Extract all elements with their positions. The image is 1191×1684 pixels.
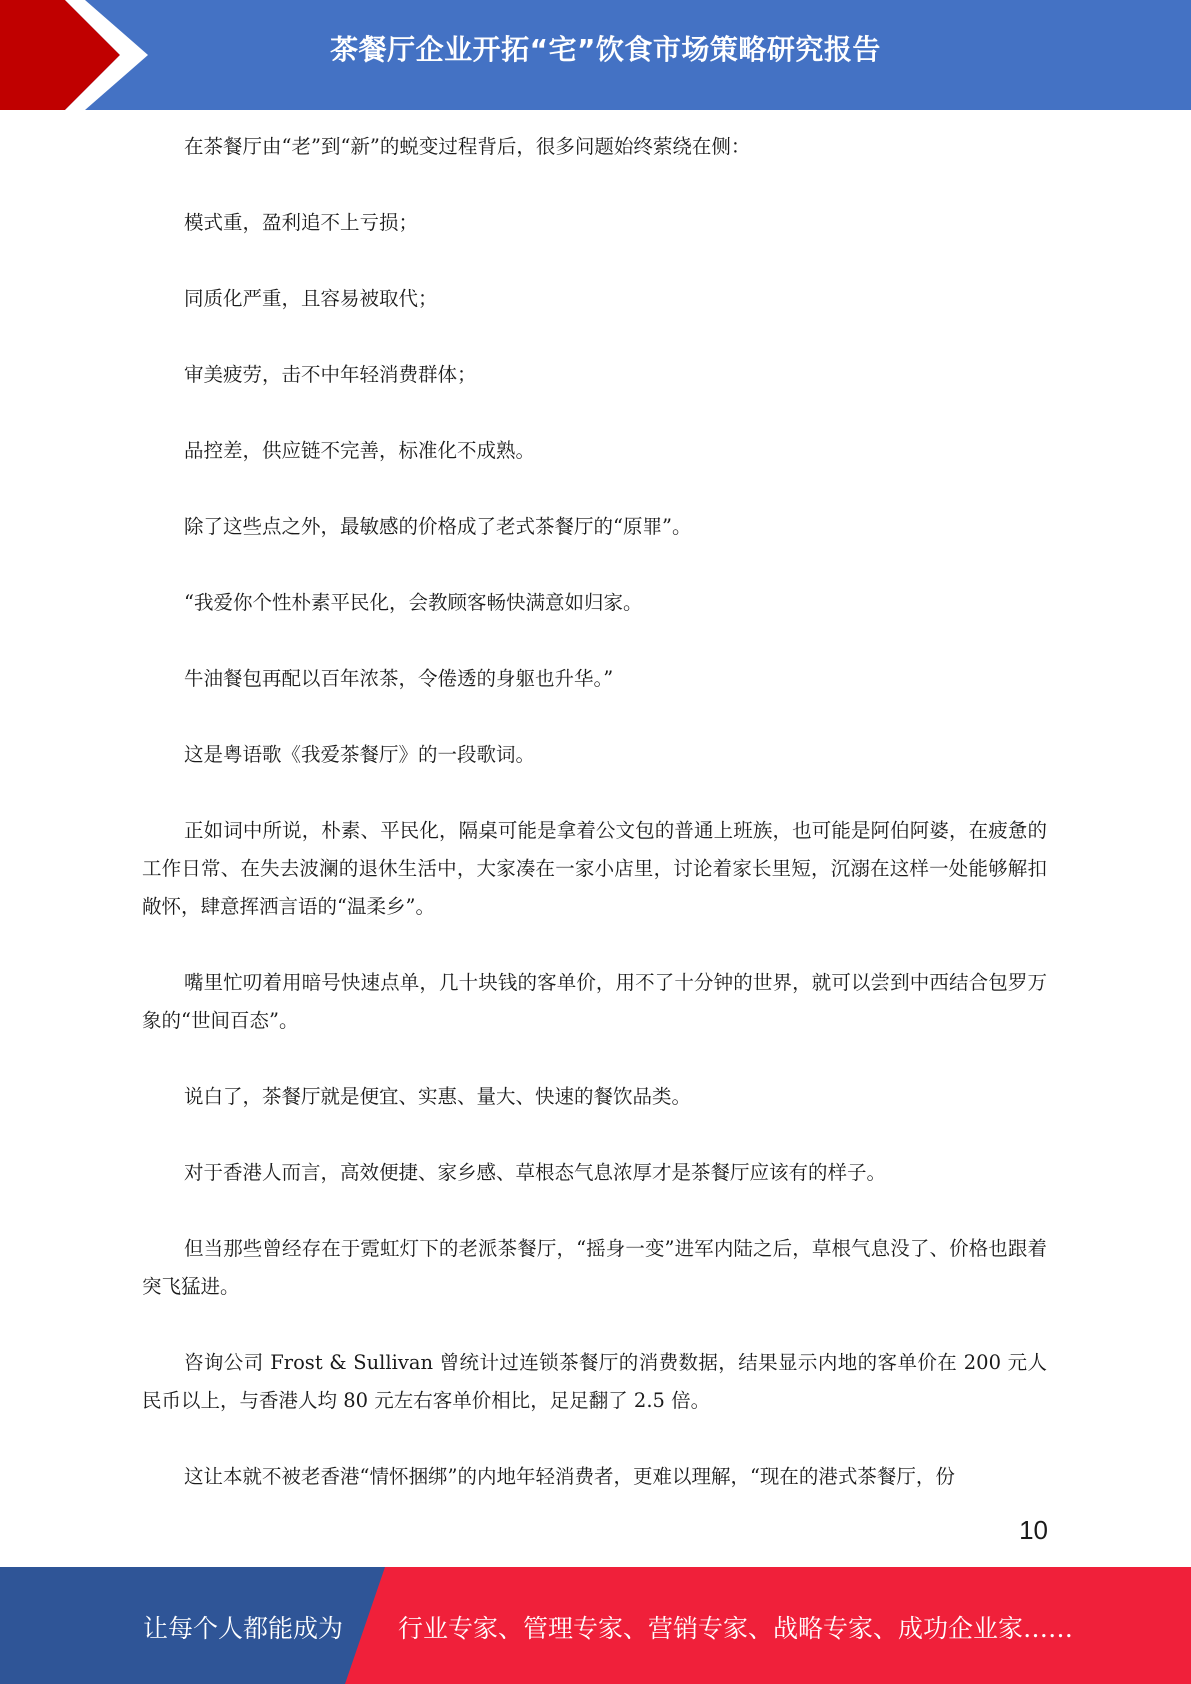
paragraph: “我爱你个性朴素平民化，会教顾客畅快满意如归家。 [184,591,643,614]
paragraph: 这是粤语歌《我爱茶餐厅》的一段歌词。 [184,743,536,766]
paragraph: 但当那些曾经存在于霓虹灯下的老派茶餐厅，“摇身一变”进军内陆之后，草根气息没了、价格也跟着突飞猛进。 [142,1237,1047,1298]
paragraph: 正如词中所说，朴素、平民化，隔桌可能是拿着公文包的普通上班族，也可能是阿伯阿婆，在疲惫的工作日常、在失去波澜的退休生活中，大家凑在一家小店里，讨论着家长里短，沉溺在这样一处能够解扣敞怀，肆意挥洒言语的“温柔乡”。 [142,819,1047,918]
page-footer [0,1567,1191,1684]
footer-slogan-left: 让每个人都能成为 [143,1614,344,1643]
paragraph: 除了这些点之外，最敏感的价格成了老式茶餐厅的“原罪”。 [184,515,692,538]
paragraph: 牛油餐包再配以百年浓茶，令倦透的身躯也升华。” [184,667,614,690]
page-header [0,0,1191,110]
paragraph: 审美疲劳，击不中年轻消费群体； [184,363,477,386]
paragraph: 说白了，茶餐厅就是便宜、实惠、量大、快速的餐饮品类。 [184,1085,692,1108]
paragraph: 在茶餐厅由“老”到“新”的蜕变过程背后，很多问题始终萦绕在侧： [184,135,751,158]
footer-slogan-right: 行业专家、管理专家、营销专家、战略专家、成功企业家…… [398,1614,1074,1643]
paragraph: 同质化严重，且容易被取代； [184,287,438,310]
paragraph: 品控差，供应链不完善，标准化不成熟。 [184,439,536,462]
document-body [142,128,1047,1534]
paragraph: 咨询公司 Frost & Sullivan 曾统计过连锁茶餐厅的消费数据，结果显示内地的客单价在 200 元人民币以上，与香港人均 80 元左右客单价相比，足足翻了 2.5 倍。 [142,1351,1047,1412]
document-title: 茶餐厅企业开拓“宅”饮食市场策略研究报告 [330,33,881,66]
paragraph: 这让本就不被老香港“情怀捆绑”的内地年轻消费者，更难以理解，“现在的港式茶餐厅，份 [184,1465,955,1488]
paragraph: 对于香港人而言，高效便捷、家乡感、草根态气息浓厚才是茶餐厅应该有的样子。 [184,1161,887,1184]
page-number: 10 [1019,1515,1048,1545]
paragraph: 嘴里忙叨着用暗号快速点单，几十块钱的客单价，用不了十分钟的世界，就可以尝到中西结合包罗万象的“世间百态”。 [142,971,1047,1032]
paragraph: 模式重，盈利追不上亏损； [184,211,419,234]
